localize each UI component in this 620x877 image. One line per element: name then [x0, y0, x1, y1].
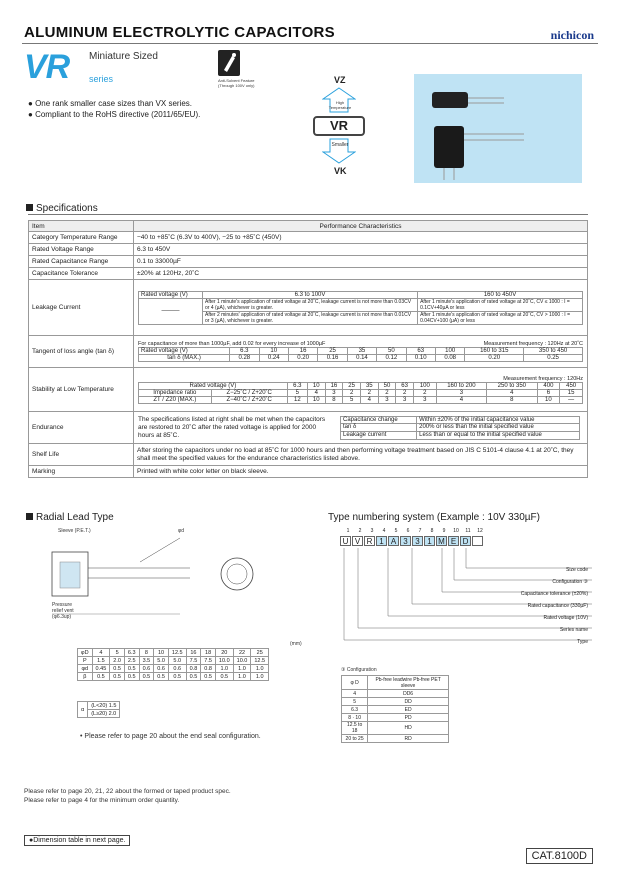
family-up: VZ: [334, 75, 346, 85]
cfg-cell: 5: [342, 698, 368, 706]
dim-value: 10.0: [233, 657, 251, 665]
col-item: Item: [29, 221, 134, 232]
tan-value: 0.20: [288, 355, 317, 362]
dim-value: 3.5: [139, 657, 154, 665]
dim-value: 0.5: [168, 673, 186, 681]
feature-list: [28, 98, 200, 120]
tan-voltage: 16: [288, 348, 317, 355]
stab-value: 4: [436, 396, 486, 403]
alpha-value: (L≥20) 2.0: [88, 710, 120, 718]
cfg-cell: RD: [368, 735, 449, 743]
marking-text: Printed with white color letter on black sleeve.: [134, 466, 588, 478]
code-char: M: [436, 536, 447, 546]
stab-value: 8: [487, 396, 537, 403]
end-key: tan δ: [341, 424, 417, 432]
code-char: [472, 536, 483, 546]
dim-label: φD: [78, 649, 93, 657]
dim-value: 5.0: [168, 657, 186, 665]
spec-item: Stability at Low Temperature: [29, 368, 134, 412]
stab-voltage: 250 to 350: [487, 382, 537, 389]
tan-voltage: 350 to 450: [524, 348, 583, 355]
cfg-cell: PD: [368, 714, 449, 722]
dim-value: 18: [201, 649, 216, 657]
stab-voltage: 160 to 200: [436, 382, 486, 389]
footer-note: Please refer to page 20, 21, 22 about the formed or taped product spec.: [24, 788, 231, 795]
footer-note: Please refer to page 4 for the minimum order quantity.: [24, 797, 180, 804]
tan-voltage: 10: [259, 348, 288, 355]
leak-low-range: 6.3 to 100V: [203, 291, 418, 298]
family-current: VR: [313, 116, 365, 136]
code-char: R: [364, 536, 375, 546]
stab-value: 2: [378, 389, 396, 396]
spec-value: 0.1 to 33000µF: [134, 256, 588, 268]
cfg-cell: 6.3: [342, 706, 368, 714]
leak-rated-label: Rated voltage (V): [139, 291, 203, 298]
dim-value: 10.0: [215, 657, 233, 665]
code-label: Rated capacitance (330µF): [527, 603, 588, 609]
stab-value: 15: [560, 389, 583, 396]
dim-value: 0.45: [92, 665, 110, 673]
stab-voltage: 100: [413, 382, 436, 389]
dim-value: 1.0: [251, 665, 269, 673]
dim-value: 0.5: [110, 673, 125, 681]
numbering-heading: Type numbering system (Example : 10V 330µF): [328, 512, 540, 523]
cfg-cell: 20 to 25: [342, 735, 368, 743]
stab-voltage: 6.3: [287, 382, 307, 389]
phid-label: φd: [178, 528, 185, 534]
tan-value: 0.28: [230, 355, 259, 362]
arrow-up-label: High Temperature: [328, 100, 352, 110]
dim-value: 7.5: [186, 657, 201, 665]
stab-freq: Measurement frequency : 120Hz: [503, 375, 583, 382]
series-label: series: [89, 74, 114, 84]
stab-value: 3: [325, 389, 343, 396]
dim-value: 0.5: [154, 673, 169, 681]
end-key: Capacitance change: [341, 416, 417, 424]
code-char: 1: [424, 536, 435, 546]
dim-value: 0.5: [186, 673, 201, 681]
dim-value: 0.8: [201, 665, 216, 673]
shelf-text: After storing the capacitors under no load at 85˚C for 1000 hours and then performing voltage treatment based on JIS C 5101-4 clause 4.1 at 20˚C, they shall meet the specified values for the endurance characteristics listed above.: [134, 444, 588, 466]
stab-value: 4: [360, 396, 378, 403]
end-val: 200% or less than the initial specified value: [417, 424, 580, 432]
code-char: 3: [400, 536, 411, 546]
col-perf: Performance Characteristics: [134, 221, 588, 232]
dim-value: 7.5: [201, 657, 216, 665]
series-subtitle: Miniature Sized: [89, 51, 158, 62]
stab-value: 10: [307, 396, 325, 403]
stab-value: 6: [537, 389, 560, 396]
dim-value: 10: [154, 649, 169, 657]
dim-value: 0.5: [139, 673, 154, 681]
dim-value: 0.6: [154, 665, 169, 673]
dim-value: 0.6: [139, 665, 154, 673]
dim-value: 0.5: [201, 673, 216, 681]
dim-label: P: [78, 657, 93, 665]
end-seal-note: • Please refer to page 20 about the end seal configuration.: [80, 733, 261, 740]
product-photo: [414, 74, 582, 183]
code-position: 8: [430, 528, 434, 534]
cfg-cell: ED: [368, 706, 449, 714]
code-char: 3: [412, 536, 423, 546]
tan-value: 0.25: [524, 355, 583, 362]
code-position: 4: [382, 528, 386, 534]
code-label: Configuration ③: [552, 579, 588, 585]
tan-voltage: 160 to 315: [465, 348, 524, 355]
stab-value: 4: [307, 389, 325, 396]
dim-value: 25: [251, 649, 269, 657]
code-position: 7: [418, 528, 422, 534]
stab-imp-label: Impedance ratio: [139, 389, 212, 396]
pressure-label: Pressure relief vent (φ6.3up): [52, 602, 74, 620]
dim-value: 0.5: [124, 665, 139, 673]
end-key: Leakage current: [341, 431, 417, 439]
catalog-number: CAT.8100D: [526, 848, 593, 864]
stab-cond: Z−40˚C / Z+20˚C: [211, 396, 287, 403]
specs-heading: Specifications: [26, 203, 98, 214]
stab-value: 8: [325, 396, 343, 403]
table-row: [342, 690, 449, 698]
cfg-col: Pb-free leadwire Pb-free PET sleeve: [368, 676, 449, 690]
tan-value: 0.14: [347, 355, 376, 362]
stab-value: 3: [396, 396, 414, 403]
stab-voltage: 50: [378, 382, 396, 389]
dim-value: 2.0: [110, 657, 125, 665]
specs-table: [28, 220, 588, 478]
dim-value: 4: [92, 649, 110, 657]
dim-value: 0.5: [215, 673, 233, 681]
spec-item: Capacitance Tolerance: [29, 268, 134, 280]
tan-value: 0.12: [377, 355, 406, 362]
tan-value: 0.08: [435, 355, 464, 362]
stab-value: 3: [436, 389, 486, 396]
code-position: 12: [477, 528, 483, 534]
config-heading: ③ Configuration: [341, 667, 377, 673]
leak-note: After 1 minute's application of rated voltage at 20˚C, CV ≤ 1000 : I = 0.1CV+40µA or less: [418, 298, 583, 311]
tan-label: tan δ (MAX.): [139, 355, 230, 362]
tan-voltage: 63: [406, 348, 435, 355]
tan-voltage: 25: [318, 348, 347, 355]
endurance-table: [340, 416, 580, 440]
spec-value: 6.3 to 450V: [134, 244, 588, 256]
code-char: V: [352, 536, 363, 546]
cfg-cell: DD6: [368, 690, 449, 698]
tan-value: 0.16: [318, 355, 347, 362]
stab-voltage: 16: [325, 382, 343, 389]
table-row: [342, 706, 449, 714]
arrow-down-label: Smaller: [331, 142, 349, 148]
dimension-table: [77, 648, 269, 681]
numbering-positions: [342, 528, 486, 534]
spec-item: Rated Voltage Range: [29, 244, 134, 256]
code-position: 6: [406, 528, 410, 534]
tan-voltage: 100: [435, 348, 464, 355]
list-item: ● Compliant to the RoHS directive (2011/65/EU).: [28, 110, 201, 119]
code-position: 11: [465, 528, 471, 534]
tan-voltage: 50: [377, 348, 406, 355]
stab-value: 2: [396, 389, 414, 396]
code-char: D: [460, 536, 471, 546]
dim-value: 20: [215, 649, 233, 657]
table-row: [342, 714, 449, 722]
spec-item: Leakage Current: [29, 280, 134, 336]
dim-value: 16: [186, 649, 201, 657]
stab-rated-label: Rated voltage (V): [139, 382, 288, 389]
dim-value: 22: [233, 649, 251, 657]
tan-value: 0.24: [259, 355, 288, 362]
stab-value: 12: [287, 396, 307, 403]
leak-note: After 2 minutes' application of rated voltage at 20˚C, leakage current is not more than 0.01CV or 3 (µA), whichever is greater.: [203, 311, 418, 324]
dim-value: 12.5: [168, 649, 186, 657]
dim-value: 5.0: [154, 657, 169, 665]
dim-value: 0.5: [124, 673, 139, 681]
stab-voltage: 63: [396, 382, 414, 389]
code-label: Type: [577, 639, 588, 645]
cfg-cell: DD: [368, 698, 449, 706]
cfg-cell: HD: [368, 722, 449, 735]
stab-value: 2: [360, 389, 378, 396]
spec-item: Category Temperature Range: [29, 232, 134, 244]
dim-value: 12.5: [251, 657, 269, 665]
dim-value: 1.0: [215, 665, 233, 673]
spec-item: Tangent of loss angle (tan δ): [29, 336, 134, 368]
dim-value: 6.3: [124, 649, 139, 657]
table-row: [342, 735, 449, 743]
stab-value: 5: [343, 396, 361, 403]
brand-logo: nichicon: [550, 28, 594, 42]
cfg-cell: 8 · 10: [342, 714, 368, 722]
code-label: Capacitance tolerance (±20%): [520, 591, 588, 597]
page-title: ALUMINUM ELECTROLYTIC CAPACITORS: [24, 24, 335, 41]
numbering-labels: [521, 564, 588, 648]
stab-voltage: 35: [360, 382, 378, 389]
stab-zt-label: ZT / Z20 (MAX.): [139, 396, 212, 403]
spec-item: Rated Capacitance Range: [29, 256, 134, 268]
stability-table: [138, 382, 583, 404]
alpha-table: [77, 701, 120, 718]
tan-voltage: 35: [347, 348, 376, 355]
dim-value: 2.5: [124, 657, 139, 665]
stab-value: 2: [343, 389, 361, 396]
code-label: Series name: [559, 627, 588, 633]
dim-value: 0.6: [168, 665, 186, 673]
stab-value: 3: [413, 396, 436, 403]
family-down: VK: [334, 166, 347, 176]
stab-value: 5: [287, 389, 307, 396]
table-row: [342, 722, 449, 735]
code-char: E: [448, 536, 459, 546]
leak-high-range: 160 to 450V: [418, 291, 583, 298]
dims-unit: (mm): [290, 641, 302, 647]
leak-note: After 1 minute's application of rated voltage at 20˚C, leakage current is not more than 0.03CV or 4 (µA), whichever is greater.: [203, 298, 418, 311]
stab-cond: Z−25˚C / Z+20˚C: [211, 389, 287, 396]
end-val: Less than or equal to the initial specified value: [417, 431, 580, 439]
dim-value: 0.5: [110, 665, 125, 673]
code-label: Rated voltage (10V): [543, 615, 588, 621]
spec-value: −40 to +85˚C (6.3V to 400V), −25 to +85˚C (450V): [134, 232, 588, 244]
stab-value: —: [560, 396, 583, 403]
list-item: ● One rank smaller case sizes than VX series.: [28, 99, 193, 108]
dim-value: 5: [110, 649, 125, 657]
tan-voltage: 6.3: [230, 348, 259, 355]
code-char: U: [340, 536, 351, 546]
icon-caption: Anti-Solvent Feature (Through 100V only): [218, 78, 255, 88]
code-position: 2: [358, 528, 362, 534]
config-table: [341, 675, 449, 743]
numbering-chars: [340, 536, 484, 546]
alpha-label: α: [78, 702, 88, 718]
tan-table: [138, 347, 583, 362]
dim-value: 1.5: [92, 657, 110, 665]
tan-rated-label: Rated voltage (V): [139, 348, 230, 355]
dim-label: φd: [78, 665, 93, 673]
stab-voltage: 450: [560, 382, 583, 389]
code-position: 9: [442, 528, 446, 534]
dim-value: 0.5: [92, 673, 110, 681]
dim-next-note: ●Dimension table in next page.: [24, 835, 130, 846]
dim-value: 8: [139, 649, 154, 657]
dim-label: β: [78, 673, 93, 681]
spec-item: Endurance: [29, 412, 134, 444]
code-char: 1: [376, 536, 387, 546]
stab-voltage: 10: [307, 382, 325, 389]
header-rule: [22, 43, 598, 44]
endurance-text: The specifications listed at right shall be met when the capacitors are restored to 20˚C after the rated voltage is applied for 2000 hours at 85˚C.: [138, 415, 326, 439]
code-char: A: [388, 536, 399, 546]
spec-value: ±20% at 120Hz, 20˚C: [134, 268, 588, 280]
stab-voltage: 25: [343, 382, 361, 389]
dim-value: 1.0: [233, 673, 251, 681]
code-position: 5: [394, 528, 398, 534]
code-position: 10: [453, 528, 459, 534]
tan-freq: Measurement frequency : 120Hz at 20˚C: [483, 341, 583, 347]
cfg-col: φ D: [342, 676, 368, 690]
dim-value: 0.8: [186, 665, 201, 673]
stab-value: 4: [487, 389, 537, 396]
tan-value: 0.20: [465, 355, 524, 362]
stab-value: 2: [413, 389, 436, 396]
code-label: Size code: [566, 567, 588, 573]
tan-value: 0.10: [406, 355, 435, 362]
radial-heading: Radial Lead Type: [26, 512, 114, 523]
cfg-cell: 12.5 to 18: [342, 722, 368, 735]
stab-value: 3: [378, 396, 396, 403]
dim-value: 1.0: [233, 665, 251, 673]
code-position: 1: [346, 528, 350, 534]
leakage-table: Rated voltage (V) 6.3 to 100V 160 to 450V ——— After 1 minute's application of rated voltage at 20˚C, leakage current is not more than 0.03CV or 4 (µA), whichever is greater. After 1 minute's application of rated voltage at 20˚C, CV ≤ 1000 : I = 0.1CV+40µA or less After 2 minutes' application of rated voltage at 20˚C, leakage current is not more than 0.01CV or 3 (µA), whichever is greater. After 1 minute's application of rated voltage at 20˚C, CV > 1000 : I = 0.04CV+100 (µA) or less: [138, 291, 583, 325]
stab-voltage: 400: [537, 382, 560, 389]
specs-rule: [28, 214, 588, 215]
series-code: VR: [24, 48, 70, 86]
cfg-cell: 4: [342, 690, 368, 698]
alpha-value: (L<20) 1.5: [88, 702, 120, 710]
tan-note: For capacitance of more than 1000µF, add 0.02 for every increase of 1000µF: [138, 341, 326, 347]
spec-item: Shelf Life: [29, 444, 134, 466]
dim-value: 1.0: [251, 673, 269, 681]
stab-value: 10: [537, 396, 560, 403]
sleeve-label: Sleeve (P.E.T.): [58, 528, 91, 534]
anti-solvent-icon: [218, 50, 240, 76]
spec-item: Marking: [29, 466, 134, 478]
code-position: 3: [370, 528, 374, 534]
table-row: [342, 698, 449, 706]
end-val: Within ±20% of the initial capacitance value: [417, 416, 580, 424]
leak-note: After 1 minute's application of rated voltage at 20˚C, CV > 1000 : I = 0.04CV+100 (µA) or less: [418, 311, 583, 324]
